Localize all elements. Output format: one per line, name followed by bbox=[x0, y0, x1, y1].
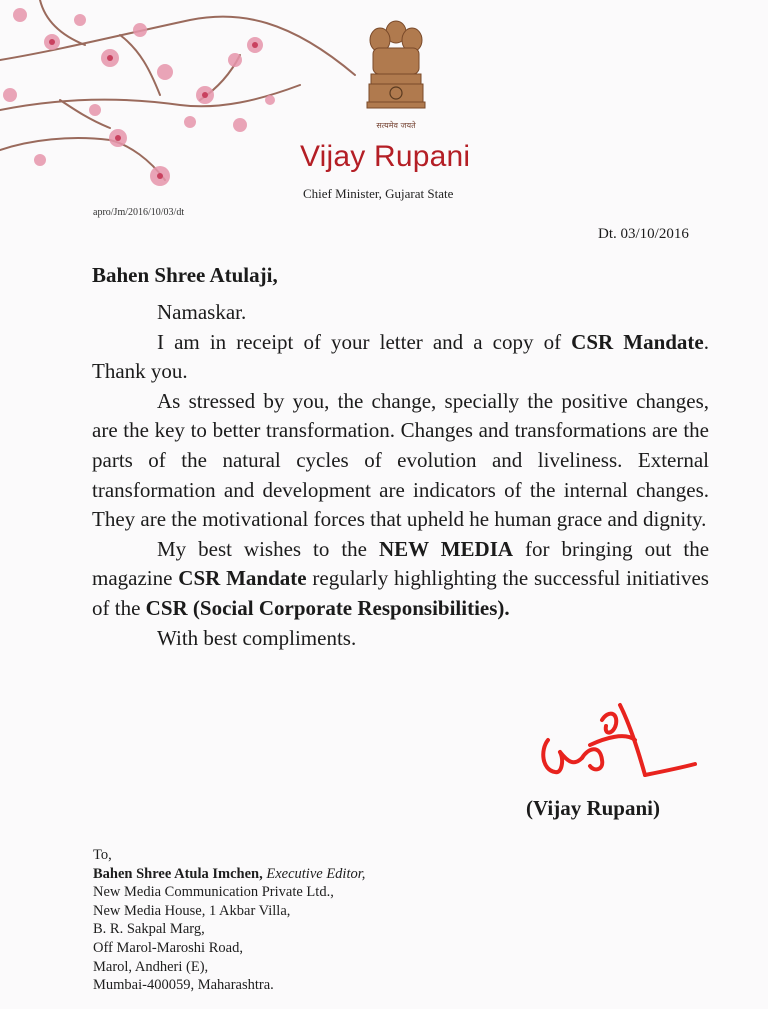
recipient-role: Executive Editor, bbox=[266, 865, 366, 882]
address-line: Marol, Andheri (E), bbox=[93, 958, 209, 975]
handwritten-signature bbox=[530, 700, 700, 790]
signature-name: (Vijay Rupani) bbox=[526, 796, 660, 820]
paragraph-1-bold: CSR Mandate bbox=[571, 329, 704, 354]
paragraph-1 bbox=[92, 328, 709, 387]
closing: With best compliments. bbox=[157, 625, 357, 650]
paragraph-2: As stressed by you, the change, specially the positive changes, are the key to better transformation. Changes and transformations are the parts of the natural cycles of evolution and liveliness. External transformation and development are indicators of the internal changes. They are the motivational forces that upheld he human grace and dignity. bbox=[92, 388, 709, 532]
paragraph-3-f: CSR (Social Corporate Responsibilities). bbox=[145, 595, 510, 620]
letter-body bbox=[92, 298, 709, 653]
paragraph-3-b: NEW MEDIA bbox=[378, 536, 514, 561]
address-line: B. R. Sakpal Marg, bbox=[93, 921, 205, 938]
emblem-motto: सत्यमेव जयते bbox=[376, 121, 416, 130]
address-line: Mumbai-400059, Maharashtra. bbox=[93, 977, 274, 994]
address-recipient-line bbox=[93, 865, 365, 884]
recipient-address bbox=[93, 846, 365, 995]
address-line: New Media House, 1 Akbar Villa, bbox=[93, 902, 291, 919]
national-emblem-icon bbox=[363, 18, 429, 118]
reference-number: apro/Jm/2016/10/03/dt bbox=[93, 207, 185, 218]
salutation: Bahen Shree Atulaji, bbox=[92, 263, 278, 287]
letterhead-title: Chief Minister, Gujarat State bbox=[303, 186, 454, 201]
address-to: To, bbox=[93, 847, 112, 863]
paragraph-3 bbox=[92, 535, 709, 624]
greeting: Namaskar. bbox=[157, 300, 247, 324]
letter-date: Dt. 03/10/2016 bbox=[598, 226, 689, 242]
paragraph-1-end: . Thank you. bbox=[92, 329, 709, 384]
paragraph-3-a: My best wishes to the bbox=[157, 536, 379, 561]
paragraph-3-d: CSR Mandate bbox=[178, 566, 307, 591]
address-line: Off Marol-Maroshi Road, bbox=[93, 939, 243, 956]
recipient-name: Bahen Shree Atula Imchen, bbox=[93, 865, 263, 882]
paragraph-1-text: I am in receipt of your letter and a copy of bbox=[157, 329, 572, 354]
address-line: New Media Communication Private Ltd., bbox=[93, 884, 334, 901]
paragraph-3-e: regularly highlighting the successful initiatives of the bbox=[92, 566, 709, 620]
letterhead-name: Vijay Rupani bbox=[300, 140, 471, 173]
paragraph-3-c: for bringing out the magazine bbox=[92, 536, 710, 591]
